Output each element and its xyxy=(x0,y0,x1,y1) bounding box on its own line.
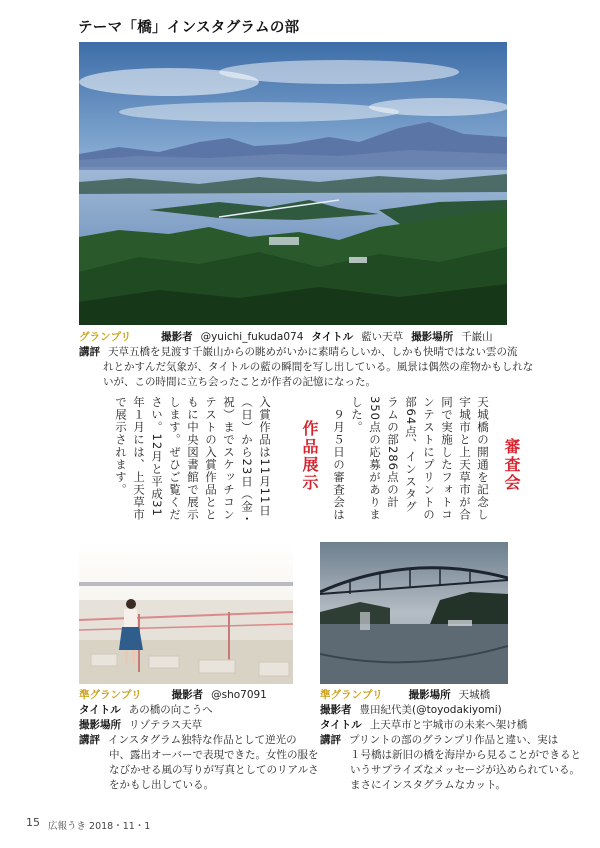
award-label: 準グランプリ xyxy=(79,689,142,701)
review-label: 講評 xyxy=(79,346,100,358)
page-number: 15 xyxy=(26,816,40,829)
review-line: 天草五橋を見渡す千巌山からの眺めがいかに素晴らしいか、しかも快晴ではない雲の流 xyxy=(108,346,518,358)
photo-title: 上天草市と宇城市の未来へ架け橋 xyxy=(369,719,528,731)
title-label: タイトル xyxy=(311,331,354,343)
location-label: 撮影場所 xyxy=(79,719,121,731)
landscape-photo-image xyxy=(79,42,507,325)
semi-grand-prix-photo-right xyxy=(320,542,508,684)
photo-location: 天城橋 xyxy=(458,689,491,701)
review-line: １号橋は新旧の橋を海岸から見ることができると xyxy=(350,749,581,761)
left-award-row xyxy=(79,688,304,703)
left-title-row xyxy=(79,703,304,718)
review-line: いが、この時間に立ち会ったことが作者の記憶になった。 xyxy=(103,376,376,388)
photographer-name: @yuichi_fukuda074 xyxy=(200,331,304,343)
photographer-label: 撮影者 xyxy=(320,704,352,716)
right-photographer-row xyxy=(320,703,592,718)
review-line: なびかせる風の写りが写真としてのリアルさ xyxy=(109,764,319,776)
right-title-row xyxy=(320,718,592,733)
photo-title: 藍い天草 xyxy=(361,331,404,343)
exhibit-section-heading: 作品展示 xyxy=(300,420,319,492)
review-line: プリントの部のグランプリ作品と違い、実は xyxy=(349,734,559,746)
right-entry-caption xyxy=(320,688,592,793)
review-section-body: 天城橋の開通を記念し宇城市と上天草市が合同で実施したフォトコンテストにプリントの部64点、インスタグラムの部286点の計350点の応募がありました。 ９月５日の審査会は xyxy=(332,396,490,521)
semi-grand-prix-photo-left xyxy=(79,542,293,684)
review-line: いうサプライズなメッセージが込められている。 xyxy=(350,764,580,776)
amagi-bridge-photo-image xyxy=(320,542,508,684)
title-label: タイトル xyxy=(79,704,121,716)
review-line: まさにインスタグラムなカット。 xyxy=(350,779,507,791)
review-label: 講評 xyxy=(320,734,341,746)
award-label: 準グランプリ xyxy=(320,689,383,701)
left-location-row xyxy=(79,718,304,733)
photo-location: 千巌山 xyxy=(461,331,493,343)
photo-location: リゾテラス天草 xyxy=(129,719,203,731)
title-label: タイトル xyxy=(320,719,362,731)
right-review-row xyxy=(320,733,592,748)
review-line: れとかすんだ気象が、タイトルの藍の瞬間を写し出している。風景は偶然の産物かもしれな xyxy=(103,361,534,373)
grand-prix-photo xyxy=(79,42,507,325)
grand-prix-meta-row xyxy=(79,330,519,345)
grand-prix-caption xyxy=(79,330,534,390)
photographer-name: @sho7091 xyxy=(211,689,267,701)
right-award-row xyxy=(320,688,592,703)
photographer-label: 撮影者 xyxy=(161,331,193,343)
exhibit-section-body: 入賞作品は11月11日（日）から23日（金・祝）までスケッチコンテストの入賞作品とともに中央図書館で展示します。ぜひご覧ください。12月と平成31年１月には、上天草市で展示されます。 xyxy=(114,396,272,526)
page-title: テーマ「橋」インスタグラムの部 xyxy=(78,20,300,36)
publication-info: 広報うき 2018・11・1 xyxy=(48,821,151,832)
bridge-terrace-photo-image xyxy=(79,542,293,684)
review-line: 中、露出オーバーで表現できた。女性の服を xyxy=(109,749,319,761)
photographer-label: 撮影者 xyxy=(171,689,204,701)
photographer-name: 豊田紀代美(@toyodakiyomi) xyxy=(359,704,502,716)
photo-title: あの橋の向こうへ xyxy=(128,704,213,716)
left-entry-caption xyxy=(79,688,319,793)
review-section-heading: 審査会 xyxy=(502,438,521,492)
review-label: 講評 xyxy=(79,734,100,746)
left-review-row xyxy=(79,733,304,748)
review-line: をかもし出している。 xyxy=(109,779,214,791)
grand-prix-review-row xyxy=(79,345,519,360)
award-label: グランプリ xyxy=(79,331,132,343)
location-label: 撮影場所 xyxy=(411,331,454,343)
location-label: 撮影場所 xyxy=(408,689,451,701)
review-line: インスタグラム独特な作品として逆光の xyxy=(108,734,297,746)
